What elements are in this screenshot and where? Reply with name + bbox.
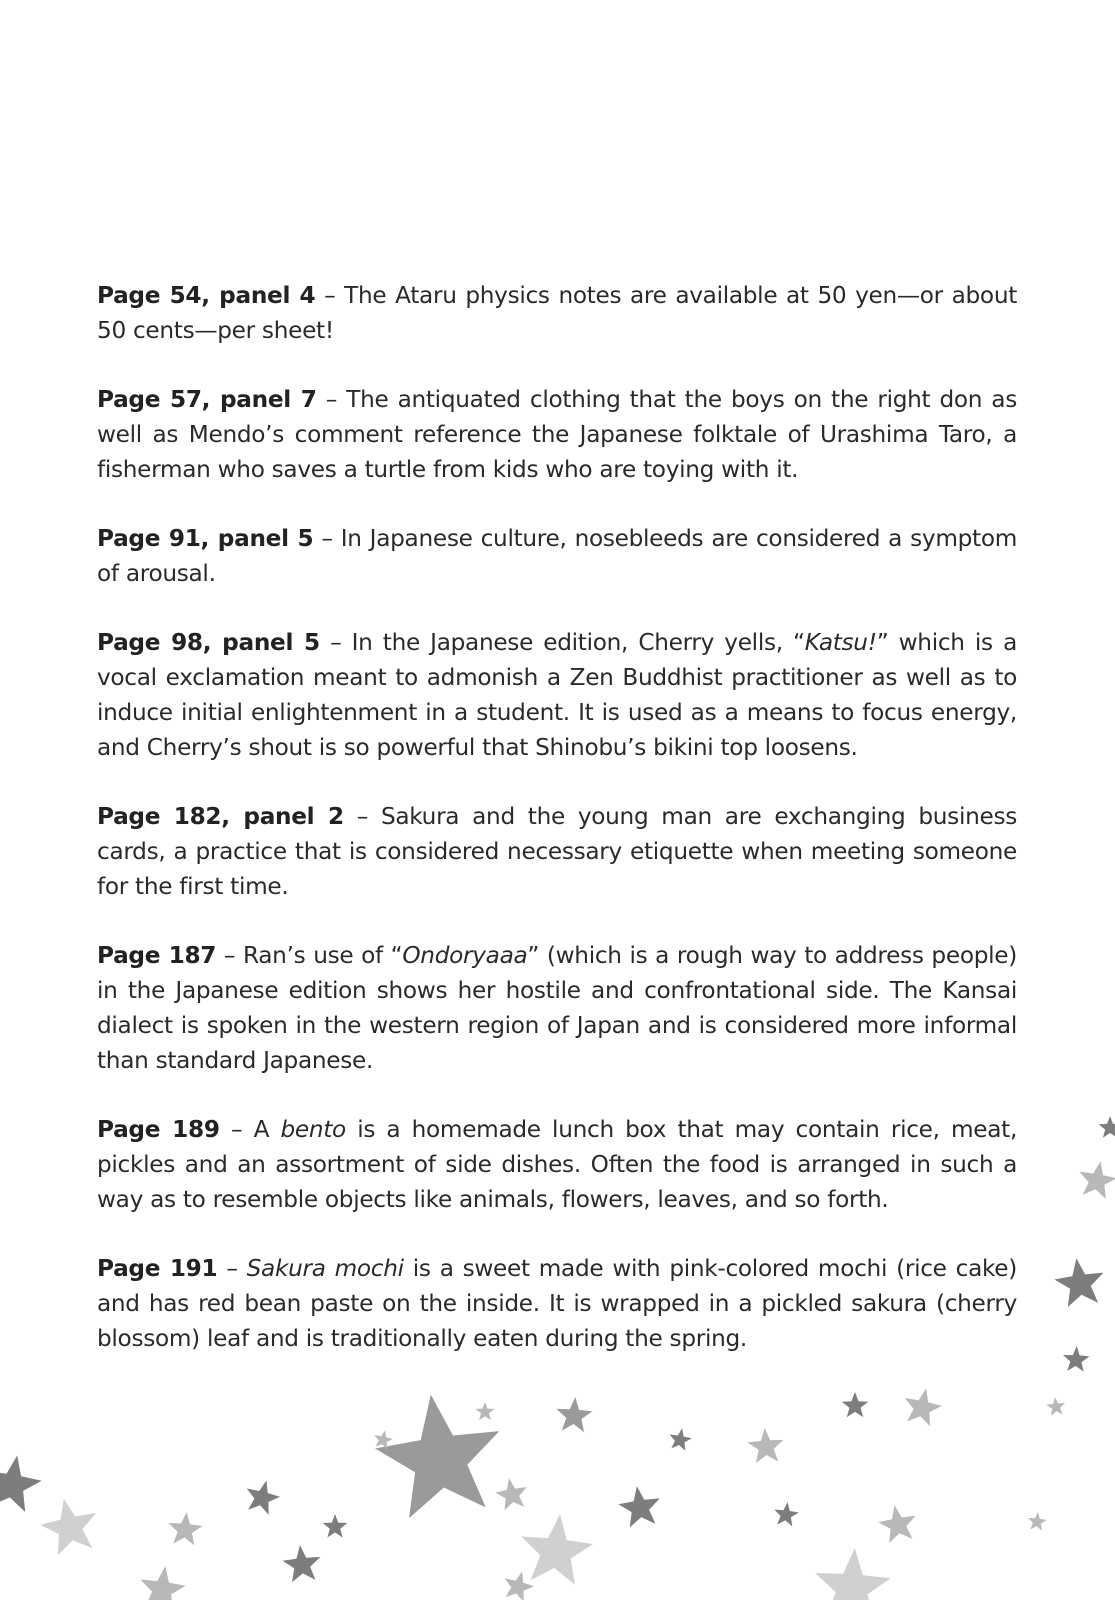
note-paragraph bbox=[97, 938, 1017, 1078]
star-icon bbox=[774, 1502, 799, 1526]
note-paragraph bbox=[97, 382, 1017, 487]
note-page-reference: Page 187 bbox=[97, 942, 217, 969]
star-icon bbox=[374, 1430, 393, 1449]
note-text: The antiquated clothing that the boys on the right don as well as Mendo’s comment reference the Japanese folktale of Urashima Taro, a fisherman who saves a turtle from kids who are toying with it. bbox=[97, 386, 1017, 483]
star-icon bbox=[618, 1486, 660, 1527]
note-text: A bbox=[253, 1116, 281, 1143]
note-paragraph bbox=[97, 1251, 1017, 1356]
note-page-reference: Page 98, panel 5 bbox=[97, 629, 320, 656]
note-separator: – bbox=[315, 282, 345, 309]
note-italic-term: Katsu! bbox=[804, 629, 877, 656]
note-text: ” (which is a rough way to address people) in the Japanese edition shows her hostile and confrontational side. The Kansai dialect is spoken in the western region of Japan and is considered more informal than standard Japanese. bbox=[97, 942, 1017, 1074]
note-separator: – bbox=[219, 1116, 254, 1143]
star-icon bbox=[878, 1505, 916, 1543]
note-text: In the Japanese edition, Cherry yells, “ bbox=[351, 629, 805, 656]
note-text: ” which is a vocal exclamation meant to admonish a Zen Buddhist practitioner as well as to induce initial enlightenment in a student. It is used as a means to focus energy, and Cherry’s shout is so powerful that Shinobu’s bikini top loosens. bbox=[97, 629, 1017, 761]
note-separator: – bbox=[343, 803, 381, 830]
note-page-reference: Page 182, panel 2 bbox=[97, 803, 344, 830]
star-icon bbox=[247, 1481, 280, 1515]
note-italic-term: bento bbox=[280, 1116, 346, 1143]
note-text: is a homemade lunch box that may contain rice, meat, pickles and an assortment of side dishes. Often the food is arranged in such a way as to resemble objects like animals, flowers, leaves, and so forth. bbox=[97, 1116, 1018, 1213]
note-paragraph bbox=[97, 625, 1017, 765]
star-icon bbox=[521, 1514, 593, 1585]
star-icon bbox=[282, 1545, 320, 1582]
star-icon bbox=[1054, 1258, 1103, 1307]
translation-notes bbox=[97, 278, 1017, 1390]
star-icon bbox=[323, 1514, 348, 1538]
note-italic-term: Sakura mochi bbox=[246, 1255, 404, 1282]
star-icon bbox=[495, 1478, 527, 1510]
note-separator: – bbox=[313, 525, 341, 552]
note-text: Ran’s use of “ bbox=[242, 942, 403, 969]
note-text: The Ataru physics notes are available at 50 yen—or about 50 cents—per sheet! bbox=[97, 282, 1018, 344]
note-page-reference: Page 54, panel 4 bbox=[97, 282, 316, 309]
note-italic-term: Ondoryaaa bbox=[402, 942, 528, 969]
note-separator: – bbox=[216, 942, 243, 969]
star-icon bbox=[1046, 1397, 1065, 1416]
note-text: In Japanese culture, nosebleeds are considered a symptom of arousal. bbox=[97, 525, 1017, 587]
note-paragraph bbox=[97, 799, 1017, 904]
note-page-reference: Page 189 bbox=[97, 1116, 220, 1143]
star-icon bbox=[1063, 1346, 1090, 1372]
star-icon bbox=[815, 1548, 891, 1600]
star-icon bbox=[842, 1392, 869, 1417]
star-icon bbox=[1099, 1116, 1115, 1138]
star-icon bbox=[748, 1428, 784, 1463]
star-icon bbox=[505, 1572, 534, 1600]
note-text: Sakura and the young man are exchanging business cards, a practice that is considered necessary etiquette when meeting someone for the first time. bbox=[97, 803, 1018, 900]
star-icon bbox=[0, 1456, 42, 1513]
note-separator: – bbox=[217, 1255, 247, 1282]
note-page-reference: Page 191 bbox=[97, 1255, 218, 1282]
note-separator: – bbox=[316, 386, 347, 413]
star-icon bbox=[905, 1388, 942, 1426]
star-icon bbox=[476, 1402, 495, 1420]
star-icon bbox=[375, 1395, 499, 1519]
star-icon bbox=[40, 1499, 96, 1556]
note-page-reference: Page 91, panel 5 bbox=[97, 525, 314, 552]
star-icon bbox=[140, 1566, 185, 1600]
note-text: is a sweet made with pink-colored mochi (rice cake) and has red bean paste on the inside. It is wrapped in a pickled sakura (cherry blossom) leaf and is traditionally eaten during the spring. bbox=[97, 1255, 1017, 1352]
note-paragraph bbox=[97, 278, 1017, 348]
note-paragraph bbox=[97, 1112, 1017, 1217]
star-icon bbox=[1028, 1512, 1047, 1531]
note-page-reference: Page 57, panel 7 bbox=[97, 386, 317, 413]
note-paragraph bbox=[97, 521, 1017, 591]
star-icon bbox=[168, 1512, 202, 1545]
star-icon bbox=[669, 1428, 692, 1451]
star-icon bbox=[1079, 1161, 1115, 1199]
star-icon bbox=[556, 1397, 592, 1432]
note-separator: – bbox=[319, 629, 352, 656]
